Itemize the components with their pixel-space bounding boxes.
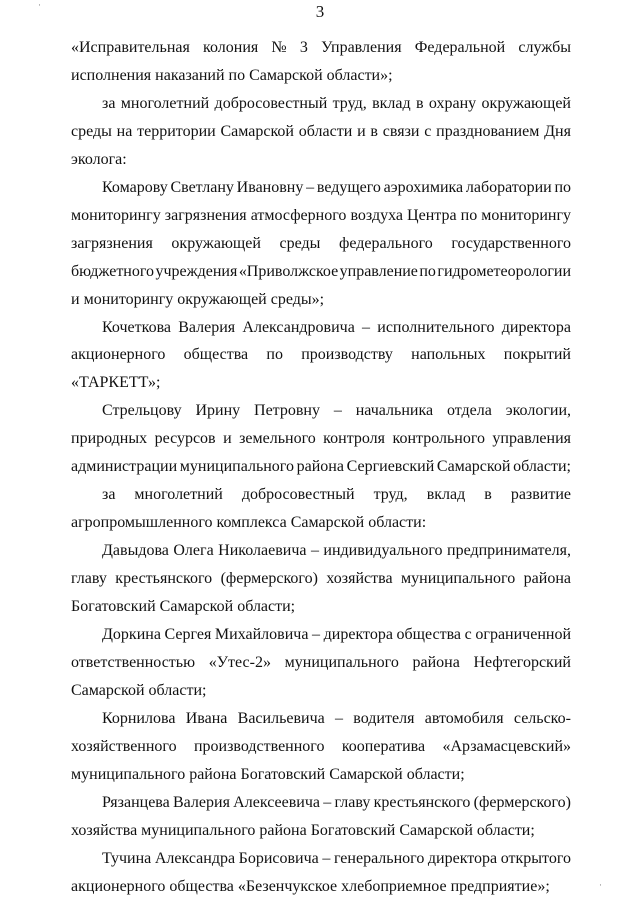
- text-line: Доркина Сергея Михайловича – директора общества с ограниченной: [102, 626, 572, 644]
- document-body: [71, 34, 571, 901]
- text-line: исполнения наказаний по Самарской области»;: [71, 66, 393, 84]
- page-number: 3: [315, 2, 325, 21]
- text-line: Давыдова Олега Николаевича – индивидуального предпринимателя,: [102, 542, 571, 560]
- text-line: эколога:: [71, 150, 127, 168]
- text-line: Стрельцову Ирину Петровну – начальника отдела экологии,: [102, 402, 572, 420]
- text-line: за многолетний добросовестный труд, вклад в охрану окружающей: [102, 94, 571, 112]
- text-line: Богатовский Самарской области;: [71, 598, 296, 616]
- text-line: муниципального района Богатовский Самарской области;: [71, 765, 465, 783]
- text-line: акционерного общества «Безенчукское хлебоприемное предприятие»;: [71, 877, 550, 895]
- text-line: бюджетного учреждения «Приволжское управление по гидрометеорологии: [71, 262, 572, 280]
- text-line: Корнилова Ивана Васильевича – водителя автомобиля сельско-: [102, 709, 571, 727]
- text-line: «Исправительная колония № 3 Управления Федеральной службы: [71, 39, 571, 56]
- text-line: агропромышленного комплекса Самарской области:: [71, 514, 427, 532]
- text-line: акционерного общества по производству напольных покрытий: [71, 346, 571, 364]
- text-line: администрации муниципального района Сергиевский Самарской области;: [71, 458, 572, 476]
- text-line: Комарову Светлану Ивановну – ведущего аэрохимика лаборатории по: [102, 178, 572, 196]
- text-line: за многолетний добросовестный труд, вклад в развитие: [102, 486, 572, 504]
- text-line: и мониторингу окружающей среды»;: [71, 290, 325, 308]
- text-line: загрязнения окружающей среды федерального государственного: [71, 234, 572, 252]
- text-line: мониторингу загрязнения атмосферного воздуха Центра по мониторингу: [71, 206, 572, 224]
- text-line: среды на территории Самарской области и в связи с празднованием Дня: [71, 122, 571, 140]
- text-line: «ТАРКЕТТ»;: [71, 374, 161, 392]
- scan-speck: ·: [38, 0, 41, 10]
- scan-speck: ·: [599, 880, 602, 890]
- text-line: природных ресурсов и земельного контроля контрольного управления: [71, 430, 572, 448]
- text-line: главу крестьянского (фермерского) хозяйства муниципального района: [71, 570, 571, 588]
- text-line: хозяйственного производственного кооператива «Арзамасцевский»: [71, 737, 572, 755]
- text-line: Самарской области;: [71, 681, 207, 699]
- text-line: Рязанцева Валерия Алексеевича – главу крестьянского (фермерского): [102, 793, 571, 811]
- text-line: хозяйства муниципального района Богатовский Самарской области;: [71, 821, 535, 839]
- text-line: Кочеткова Валерия Александровича – исполнительного директора: [102, 318, 571, 336]
- text-line: Тучина Александра Борисовича – генерального директора открытого: [102, 849, 571, 867]
- text-line: ответственностью «Утес-2» муниципального района Нефтегорский: [71, 653, 571, 671]
